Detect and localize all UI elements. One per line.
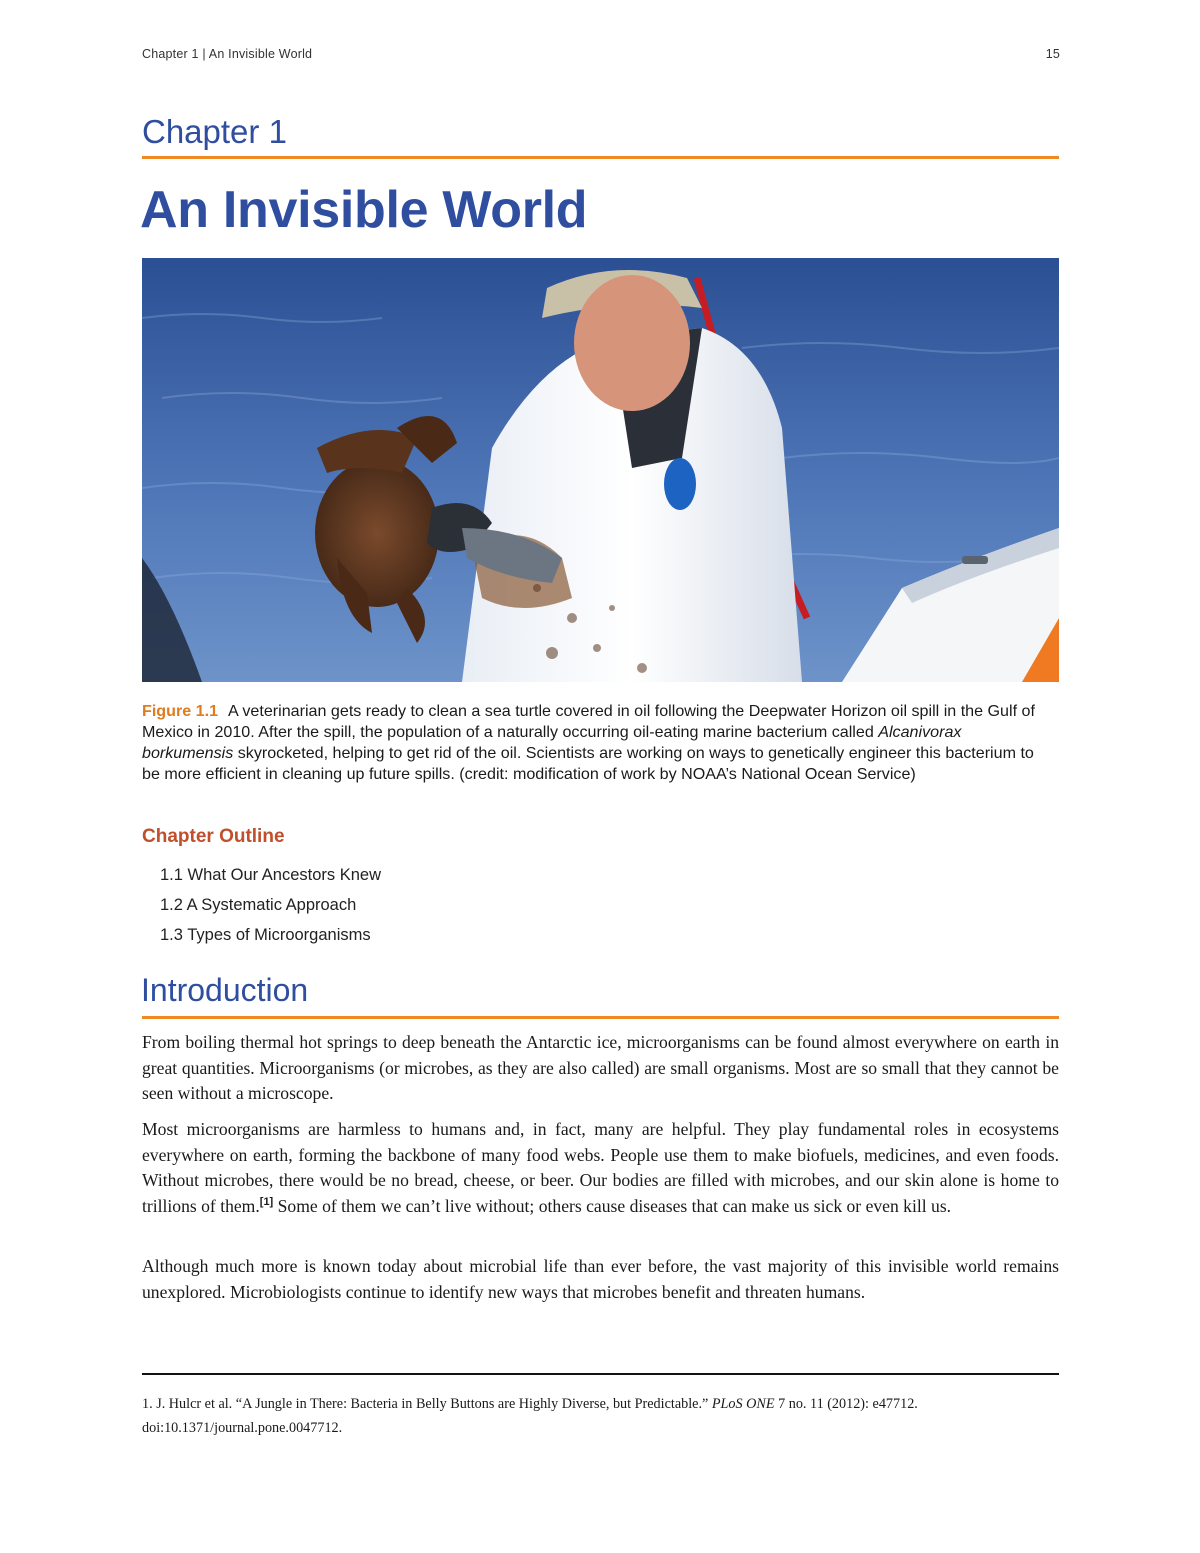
- footnote-reference[interactable]: [1]: [259, 1195, 274, 1208]
- footnote-divider: [142, 1373, 1059, 1375]
- footnote-text-end: 7 no. 11 (2012): e47712. doi:10.1371/journal.pone.0047712.: [142, 1396, 918, 1436]
- footnote-text: 1. J. Hulcr et al. “A Jungle in There: Bacteria in Belly Buttons are Highly Diverse, but Predictable.”: [142, 1396, 712, 1412]
- figure-photo: [142, 258, 1059, 682]
- chapter-divider: [142, 156, 1059, 159]
- intro-paragraph-2-rest: Some of them we can’t live without; others cause diseases that can make us sick or even kill us.: [273, 1195, 952, 1216]
- outline-item[interactable]: 1.1 What Our Ancestors Knew: [160, 866, 382, 884]
- figure-label: Figure 1.1: [142, 702, 219, 720]
- outline-item[interactable]: 1.3 Types of Microorganisms: [160, 926, 371, 944]
- footnote: [142, 1392, 1059, 1440]
- footnote-journal: PLoS ONE: [711, 1396, 775, 1412]
- introduction-heading: Introduction: [141, 972, 309, 1008]
- page-number: 15: [1045, 47, 1060, 61]
- introduction-divider: [142, 1016, 1059, 1019]
- running-title: Chapter 1 | An Invisible World: [142, 47, 313, 61]
- figure-caption: [142, 701, 1052, 785]
- chapter-outline-heading: Chapter Outline: [142, 826, 285, 847]
- chapter-title: An Invisible World: [140, 181, 588, 239]
- caption-text: A veterinarian gets ready to clean a sea turtle covered in oil following the Deepwater Horizon oil spill in the Gulf of Mexico in 2010. After the spill, the population of a naturally occurring oil-eating marine bacterium called: [142, 702, 1035, 741]
- caption-text-end: skyrocketed, helping to get rid of the oil. Scientists are working on ways to genetically engineer this bacterium to be more efficient in cleaning up future spills. (credit: modification of work by NOAA’s National Ocean Service): [142, 744, 1034, 783]
- intro-paragraph-2-text: Most microorganisms are harmless to humans and, in fact, many are helpful. They play fundamental roles in ecosystems everywhere on earth, forming the backbone of many food webs. People use them to make biofuels, medicines, and even foods. Without microbes, there would be no bread, cheese, or beer. Our bodies are filled with microbes, and our skin alone is home to trillions of them.: [142, 1119, 1059, 1216]
- chapter-outline-list: [160, 864, 381, 954]
- page-header: [142, 47, 1060, 67]
- chapter-label: Chapter 1: [142, 113, 287, 150]
- intro-paragraph-3: Although much more is known today about microbial life than ever before, the vast majority of this invisible world remains unexplored. Microbiologists continue to identify new ways that microbes benefit and threaten humans.: [142, 1256, 1059, 1302]
- intro-paragraph-2: [142, 1117, 1059, 1219]
- species-name: Alcanivorax borkumensis: [142, 723, 962, 762]
- intro-paragraph-1: From boiling thermal hot springs to deep beneath the Antarctic ice, microorganisms can be found almost everywhere on earth in great quantities. Microorganisms (or microbes, as they are also called) are small organisms. Most are so small that they cannot be seen without a microscope.: [142, 1032, 1059, 1103]
- outline-item[interactable]: 1.2 A Systematic Approach: [160, 896, 357, 914]
